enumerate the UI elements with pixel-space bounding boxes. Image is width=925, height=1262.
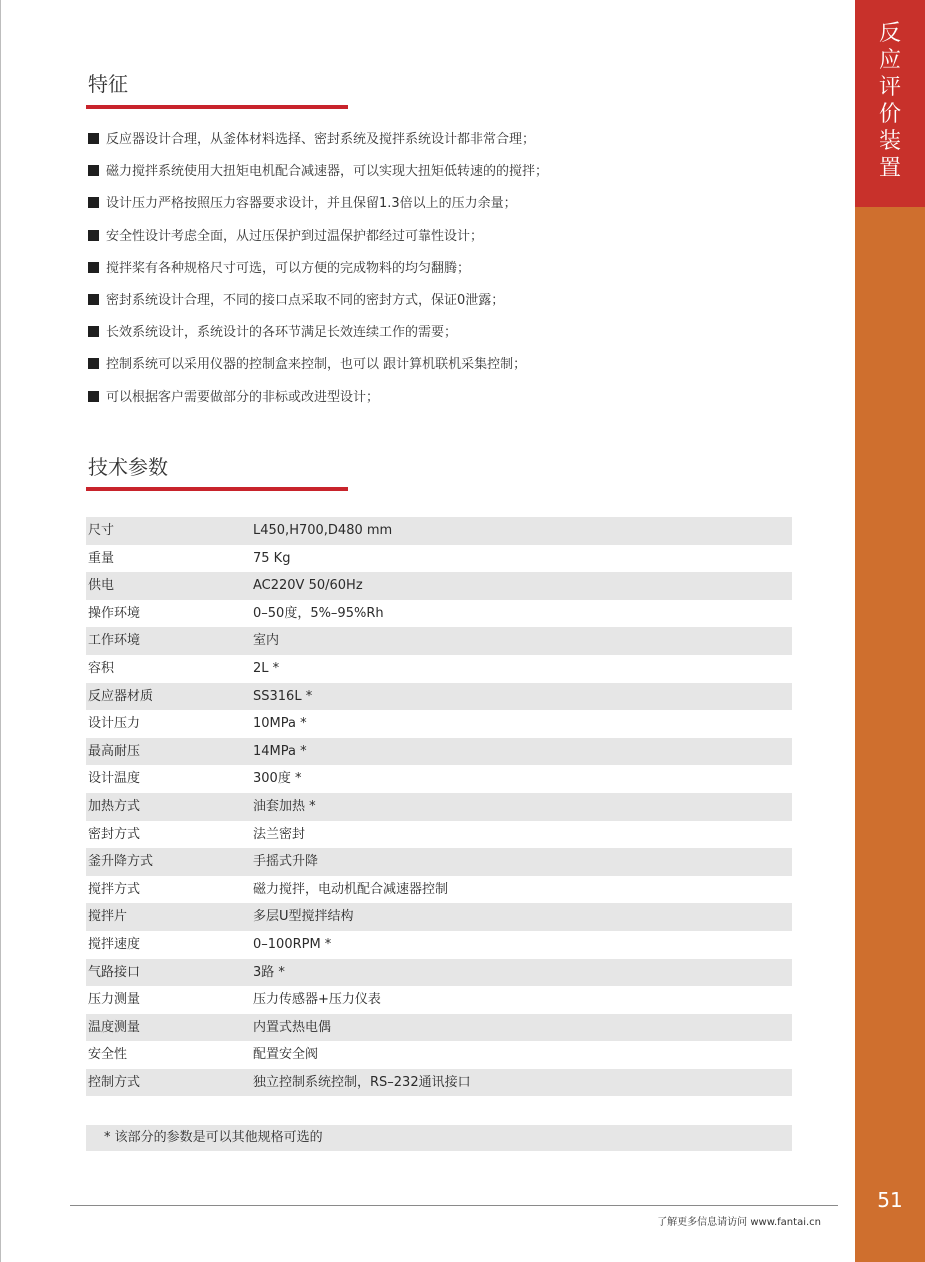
spec-note: [86, 1125, 792, 1151]
spec-label: 设计压力: [88, 716, 141, 732]
spec-value: 手摇式升降: [253, 854, 319, 870]
features-title-rule: [86, 105, 348, 109]
spec-label: 加热方式: [88, 798, 141, 814]
spec-label: 搅拌速度: [88, 936, 141, 952]
spec-label: 反应器材质: [88, 688, 154, 704]
spec-row: [86, 627, 792, 655]
side-tab-char: 装: [878, 129, 901, 154]
spec-row: [86, 903, 792, 931]
side-tab-char: 反: [878, 21, 901, 46]
spec-value: 75 Kg: [253, 550, 291, 566]
side-tab-char: 评: [878, 75, 901, 100]
spec-value: SS316L *: [253, 688, 313, 704]
spec-row: [86, 710, 792, 738]
page-number: 51: [877, 1188, 903, 1212]
spec-row: [86, 821, 792, 849]
spec-label: 搅拌片: [88, 909, 128, 925]
spec-label: 操作环境: [88, 605, 141, 621]
spec-label: 尺寸: [88, 523, 115, 538]
spec-value: 300度 *: [253, 771, 302, 787]
spec-label: 工作环境: [88, 633, 141, 649]
spec-value: 3路 *: [253, 964, 285, 980]
spec-label: 密封方式: [88, 826, 141, 842]
spec-value: 0–50度，5%–95%Rh: [253, 605, 384, 621]
spec-label: 气路接口: [88, 964, 141, 980]
spec-label: 压力测量: [88, 992, 141, 1008]
square-bullet-icon: [88, 230, 99, 241]
spec-row: [86, 655, 792, 683]
side-tab-title: [855, 20, 925, 182]
square-bullet-icon: [88, 197, 99, 208]
spec-row: [86, 1069, 792, 1097]
spec-note-text: * 该部分的参数是可以其他规格可选的: [104, 1130, 323, 1145]
features-list: [88, 128, 828, 418]
specs-title-rule: [86, 487, 348, 491]
footer-text: 了解更多信息请访问 www.fantai.cn: [657, 1217, 821, 1228]
spec-label: 搅拌方式: [88, 881, 141, 897]
spec-label: 最高耐压: [88, 743, 141, 759]
spec-table: [86, 517, 792, 1096]
spec-value: 配置安全阀: [253, 1047, 319, 1063]
features-title: 特征: [88, 72, 128, 96]
spec-value: 磁力搅拌，电动机配合减速器控制: [253, 881, 449, 897]
page-left-rule: [0, 0, 1, 1262]
spec-label: 控制方式: [88, 1074, 141, 1090]
spec-value: AC220V 50/60Hz: [253, 578, 363, 594]
spec-row: [86, 738, 792, 766]
spec-row: [86, 931, 792, 959]
spec-row: [86, 765, 792, 793]
feature-item: 磁力搅拌系统使用大扭矩电机配合减速器，可以实现大扭矩低转速的的搅拌；: [88, 160, 828, 192]
side-bar: [855, 0, 925, 1262]
spec-label: 釜升降方式: [88, 854, 154, 870]
spec-row: [86, 600, 792, 628]
spec-row: [86, 876, 792, 904]
square-bullet-icon: [88, 391, 99, 402]
square-bullet-icon: [88, 165, 99, 176]
feature-item: 安全性设计考虑全面，从过压保护到过温保护都经过可靠性设计；: [88, 225, 828, 257]
spec-value: 压力传感器+压力仪表: [253, 992, 381, 1008]
spec-value: 油套加热 *: [253, 798, 316, 814]
feature-item: 搅拌桨有各种规格尺寸可选，可以方便的完成物料的均匀翻腾；: [88, 257, 828, 289]
specs-title: 技术参数: [88, 455, 168, 479]
spec-label: 容积: [88, 660, 115, 676]
square-bullet-icon: [88, 133, 99, 144]
spec-value: 室内: [253, 633, 280, 649]
spec-value: 多层U型搅拌结构: [253, 909, 354, 925]
square-bullet-icon: [88, 326, 99, 337]
spec-value: 2L *: [253, 660, 280, 676]
spec-row: [86, 959, 792, 987]
spec-value: 法兰密封: [253, 826, 306, 842]
feature-item: 设计压力严格按照压力容器要求设计，并且保留1.3倍以上的压力余量；: [88, 192, 828, 224]
spec-row: [86, 545, 792, 573]
side-tab: [855, 0, 925, 207]
feature-item: 控制系统可以采用仪器的控制盒来控制，也可以 跟计算机联机采集控制；: [88, 353, 828, 385]
feature-item: 密封系统设计合理，不同的接口点采取不同的密封方式，保证0泄露；: [88, 289, 828, 321]
feature-item: 可以根据客户需要做部分的非标或改进型设计；: [88, 386, 828, 418]
spec-label: 温度测量: [88, 1019, 141, 1035]
spec-row: [86, 1041, 792, 1069]
spec-row: [86, 683, 792, 711]
square-bullet-icon: [88, 294, 99, 305]
spec-value: 14MPa *: [253, 743, 307, 759]
spec-label: 安全性: [88, 1047, 128, 1063]
spec-row: [86, 572, 792, 600]
spec-value: L450,H700,D480 mm: [253, 523, 393, 538]
spec-label: 重量: [88, 550, 115, 566]
spec-row: [86, 1014, 792, 1042]
spec-value: 内置式热电偶: [253, 1019, 332, 1035]
side-tab-char: 置: [878, 156, 901, 181]
spec-row: [86, 848, 792, 876]
spec-value: 0–100RPM *: [253, 936, 332, 952]
spec-value: 10MPa *: [253, 716, 307, 732]
footer-rule: [70, 1205, 838, 1206]
feature-item: 长效系统设计，系统设计的各环节满足长效连续工作的需要；: [88, 321, 828, 353]
spec-label: 供电: [88, 578, 115, 594]
feature-item: 反应器设计合理，从釜体材料选择、密封系统及搅拌系统设计都非常合理；: [88, 128, 828, 160]
spec-value: 独立控制系统控制，RS–232通讯接口: [253, 1074, 471, 1090]
square-bullet-icon: [88, 262, 99, 273]
square-bullet-icon: [88, 358, 99, 369]
spec-row: [86, 986, 792, 1014]
spec-label: 设计温度: [88, 771, 141, 787]
side-tab-char: 价: [878, 102, 901, 127]
spec-row: [86, 517, 792, 545]
side-tab-char: 应: [878, 48, 901, 73]
spec-row: [86, 793, 792, 821]
